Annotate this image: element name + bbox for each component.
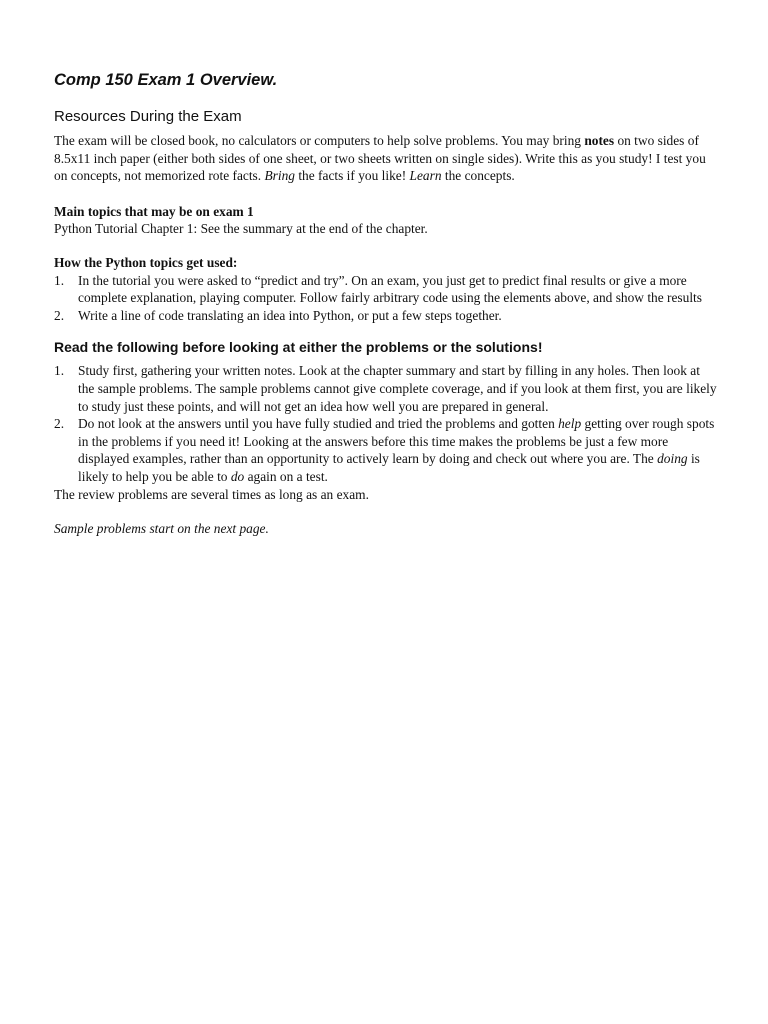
item2-text-b: getting over rough spots in the problems if you need it! Looking at the answers before this time makes the problems be just a few more displayed examples, rather than an opportunity to actively learn by doing and check out where you are. The	[78, 416, 715, 467]
resources-text-d: the concepts.	[441, 168, 515, 184]
resources-text-a: The exam will be closed book, no calculators or computers to help solve problems. You may bring	[54, 133, 585, 148]
resources-paragraph	[54, 132, 718, 185]
list-item-number: 2.	[54, 416, 65, 432]
review-note: The review problems are several times as long as an exam.	[54, 486, 369, 502]
resources-heading: Resources During the Exam	[54, 108, 242, 125]
item2-text-d: again on a test.	[244, 468, 328, 484]
closing-note: Sample problems start on the next page.	[54, 521, 269, 537]
list-item	[54, 362, 718, 415]
item2-text-a: Do not look at the answers until you have fully studied and tried the problems and gotten	[78, 416, 559, 432]
document-title: Comp 150 Exam 1 Overview.	[54, 71, 278, 89]
list-item-text	[78, 416, 714, 484]
resources-notes-word: notes	[584, 133, 615, 148]
item2-help-word: help	[558, 416, 582, 432]
main-topics-label: Main topics that may be on exam 1	[54, 203, 254, 219]
how-used-list	[54, 272, 718, 325]
resources-learn-word: Learn	[409, 168, 442, 184]
list-item-text: Write a line of code translating an idea into Python, or put a few steps together.	[78, 307, 502, 323]
list-item-number: 1.	[54, 272, 65, 288]
list-item-text: In the tutorial you were asked to “predict and try”. On an exam, you just get to predict final results or give a more complete explanation, playing computer. Follow fairly arbitrary code using the elements above, and show the results	[78, 272, 702, 306]
read-first-heading: Read the following before looking at either the problems or the solutions!	[54, 339, 543, 356]
list-item	[54, 272, 718, 307]
item2-text-c: is likely to help you be able to	[78, 451, 700, 484]
list-item-number: 1.	[54, 363, 65, 379]
document-page	[54, 68, 718, 538]
main-topics-text: Python Tutorial Chapter 1: See the summary at the end of the chapter.	[54, 221, 428, 237]
list-item-number: 2.	[54, 307, 65, 323]
how-used-label: How the Python topics get used:	[54, 254, 238, 270]
list-item	[54, 307, 718, 325]
read-first-list	[54, 362, 718, 485]
resources-text-b: on two sides of 8.5x11 inch paper (either both sides of one sheet, or two sheets written on single sides). Write this as you study! I test you on concepts, not memorized rote facts.	[54, 133, 706, 184]
item2-doing-word: doing	[657, 451, 688, 467]
item2-do-word: do	[230, 468, 245, 484]
resources-text-c: the facts if you like!	[294, 168, 410, 184]
resources-bring-word: Bring	[264, 168, 295, 184]
list-item	[54, 415, 718, 485]
list-item-text: Study first, gathering your written notes. Look at the chapter summary and start by filling in any holes. Then look at the sample problems. The sample problems cannot give complete coverage, and if you look at them first, you are likely to study just these points, and will not get an idea how well you are prepared in general.	[78, 363, 717, 414]
